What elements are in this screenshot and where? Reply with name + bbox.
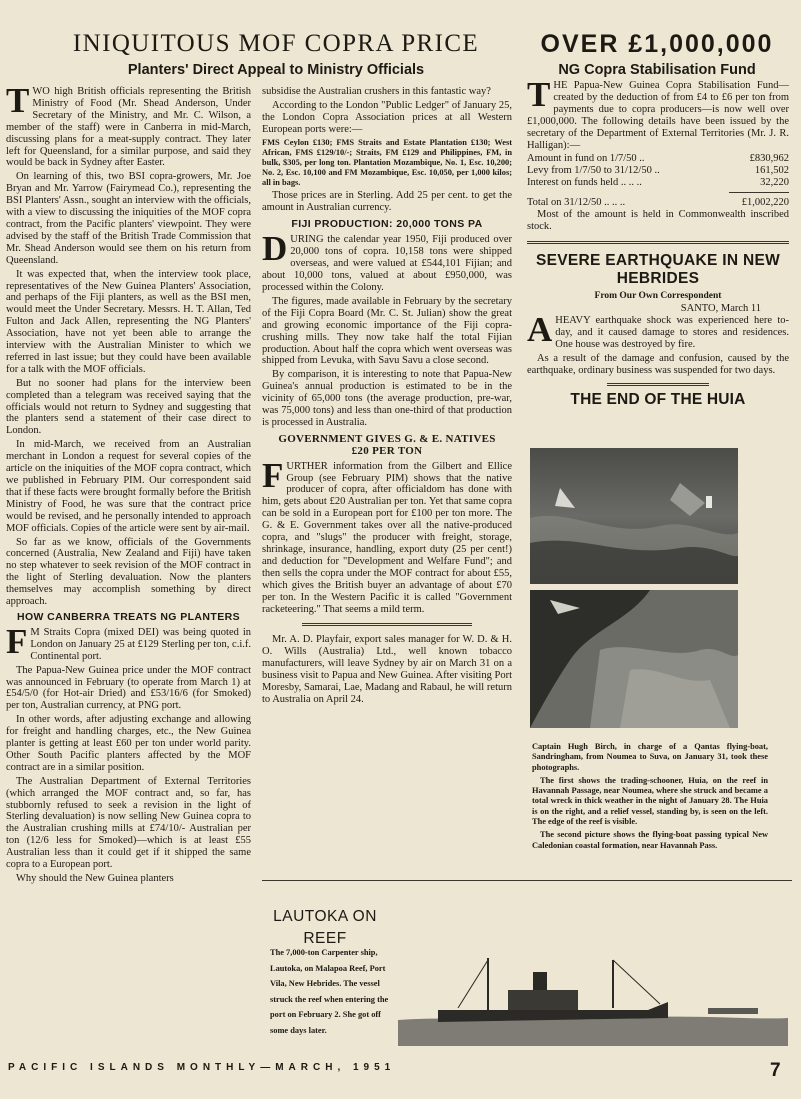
fund-row: Levy from 1/7/50 to 31/12/50 .. 161,502 <box>527 165 789 177</box>
fiji-paragraph: The figures, made available in February by the secretary of the Fiji Copra Board (Mr. C. St. Julian) show the great and growing economic importance of the Fiji copra-crushing mills. They now take half the total Fijian production. About half the copra which went overseas was shipped from Levuka, with Savu Savu a close second. <box>262 295 512 367</box>
playfair-rule <box>302 623 472 626</box>
huia-wreck-photo <box>530 448 738 584</box>
fund-subhead: NG Copra Stabilisation Fund <box>558 62 756 78</box>
drop-cap: F <box>6 621 28 661</box>
main-article-column <box>6 81 251 887</box>
huia-caption: The first shows the trading-schooner, Huia, on the reef in Havannah Passage, near Noumea, where she struck and became a total wreck in thick weather in the night of January 28. The Huia is on the right, and a relief vessel, standing by, is seen on the left. The edge of the reef is visible. <box>532 775 768 827</box>
fund-table <box>527 153 789 208</box>
huia-rule <box>607 383 709 386</box>
earthquake-headline: SEVERE EARTHQUAKE IN NEW HEBRIDES <box>535 252 781 288</box>
lautoka-caption: The 7,000-ton Carpenter ship, Lautoka, on Malapoa Reef, Port Vila, New Hebrides. The vessel struck the reef when entering the port on February 2. She got off some days later. <box>270 948 389 1035</box>
main-article-paragraph: It was expected that, when the interview took place, representatives of the New Guinea Planters' Association, and perhaps of the Fiji planters, as well as the BSI men, would meet the Under Secretary. Messrs. H. T. Allan, Ted Fulton and Jack Allen, representing the NG Planters' Association, have not yet been able to arrange the interview with the Australian Minister to which we referred in last issue; but they could have been available for a talk with the MOF officials. <box>6 268 251 375</box>
canberra-paragraph: F M Straits Copra (mixed DEI) was being quoted in London on January 25 at £129 Sterling per ton, c.i.f. Continental port. <box>6 621 251 662</box>
earthquake-paragraph: As a result of the damage and confusion, caused by the earthquake, ordinary business was suspended for two days. <box>527 352 789 376</box>
main-article-paragraph: TWO high British officials representing the British Ministry of Food (Mr. Shead Anderson, Under Secretary of the Ministry, and Mr. C. Wilson, a member of the staff) were in Canberra in mid-March, discussing plans for a meat-supply contract. They later left for Queensland, for a similar purpose, and said they would be back in Sydney after Easter. <box>6 81 251 169</box>
huia-captions <box>532 742 768 854</box>
drop-cap: D <box>262 229 288 269</box>
canberra-paragraph: The Papua-New Guinea price under the MOF contract was announced in February (to operate from March 1) at £54/5/0 (for Hot-air Dried) and £53/16/6 (for Smoked) per ton, Australian currency, at PNG port. <box>6 664 251 712</box>
drop-cap: T <box>527 75 551 114</box>
lautoka-top-rule <box>262 880 792 881</box>
lautoka-ship-photo <box>398 950 788 1046</box>
drop-cap: T <box>6 81 30 120</box>
lautoka-headline: LAUTOKA ON REEF <box>273 908 377 947</box>
main-article-paragraph: But no sooner had plans for the interview been completed than a telegram was received saying that the officials would not return to Sydney and suggesting that the planters send a statement of their case direct to London. <box>6 377 251 437</box>
fund-paragraph: THE Papua-New Guinea Copra Stabilisation Fund—created by the deduction of from £4 to £6 per ton from payments due to copra producers—is now well over £1,000,000. The following details have been issued by the secretary of the Department of External Territories (Mr. J. R. Halligan):— <box>527 75 789 151</box>
fund-row: Interest on funds held .. .. .. 32,220 <box>527 176 789 188</box>
huia-wreck-photo-image <box>530 448 738 584</box>
fund-column <box>527 75 789 409</box>
fiji-heading: FIJI PRODUCTION: 20,000 TONS PA <box>291 218 483 231</box>
fiji-paragraph: DURING the calendar year 1950, Fiji produced over 20,000 tons of copra. 10,158 tons were shipped overseas, and were valued at £544,101 Fijian; and about 10,000 tons, valued at about £950,000, was processed within the Colony. <box>262 229 512 293</box>
main-article-continued: subsidise the Australian crushers in this fantastic way? <box>262 86 491 97</box>
fund-row: Amount in fund on 1/7/50 .. £830,962 <box>527 153 789 165</box>
coastal-formation-photo-image <box>530 590 738 728</box>
middle-column <box>262 86 512 708</box>
coastal-formation-photo <box>530 590 738 728</box>
earthquake-byline: From Our Own Correspondent <box>594 291 722 302</box>
canberra-paragraph: The Australian Department of External Territories (which arranged the MOF contract and, so far, has stubbornly refused to seek a revision in the light of Sterling devaluation) is now selling New Guinea copra to the Australian crushing mills at £74/10/- Australian per ton (12/6 less for Smoked)—which is at least £55 Australian less than it could get if it shipped the same copra to a European port. <box>6 775 251 871</box>
earthquake-paragraph: AHEAVY earthquake shock was experienced here to-day, and it caused damage to stores and residences. One house was destroyed by fire. <box>527 309 789 350</box>
fund-note: Most of the amount is held in Commonwealth inscribed stock. <box>527 209 789 233</box>
ge-paragraph: FURTHER information from the Gilbert and Ellice Group (see February PIM) shows that the native producer of copra, after officialdom has done with him, gets about £20 Australian per ton. Yet that same copra can be sold in a European port for £100 per ton more. The G. & E. Government takes over all the native-produced copra, and "slugs" the producer with freight, storage, shrinkage, insurance, handling, export duty (25 per cent!) and deduction for "Development and Welfare Fund"; and then sells the copra under the MOF contract for about £55, which gives the British buyer an advantage of about £70 per ton. In the Western Pacific it is called "Government racketeering." That seems a mild term. <box>262 455 512 615</box>
earthquake-dateline: SANTO, March 11 <box>680 302 761 314</box>
lautoka-ship-photo-image <box>398 950 788 1046</box>
page-number: 7 <box>770 1060 781 1081</box>
huia-headline: THE END OF THE HUIA <box>570 391 746 409</box>
playfair-paragraph: Mr. A. D. Playfair, export sales manager for W. D. & H. O. Wills (Australia) Ltd., well known tobacco manufacturers, will leave Sydney by air on March 31 on a business visit to Papua and New Guinea. After visiting Port Moresby, Samarai, Lae, Madang and Rabaul, he will return to Australia on April 24. <box>262 634 512 705</box>
canberra-heading: HOW CANBERRA TREATS NG PLANTERS <box>17 610 240 623</box>
main-article-continued: According to the London "Public Ledger" of January 25, the London Copra Association prices at all Western European ports were:— <box>262 99 512 135</box>
main-subhead: Planters' Direct Appeal to Ministry Officials <box>127 62 425 78</box>
drop-cap: F <box>262 455 284 495</box>
main-article-paragraph: In mid-March, we received from an Australian merchant in London a request for several copies of the article on the iniquities of the MOF copra contract, which we published in February PIM. Our correspondent said that if these facts were brought formally before the British Ministry of Food, he was sure that the contract price would be revised, and he personally intended to approach MOF officials. Copies of the article were sent by air-mail. <box>6 439 251 534</box>
main-headline: INIQUITOUS MOF COPRA PRICE <box>72 30 480 57</box>
ge-heading: GOVERNMENT GIVES G. & E. NATIVES £20 PER TON <box>278 432 496 457</box>
earthquake-rule <box>527 241 789 244</box>
fund-headline: OVER £1,000,000 <box>540 30 774 58</box>
main-article-paragraph: On learning of this, two BSI copra-growers, Mr. Joe Bryan and Mr. Yarrow (Fairymead Co.), representing the BSI Planters' Assn., sought an interview with the officials, with a view to discussing the iniquities of the MOF copra contract, from the Pacific planters' viewpoint. They were advised by the staff of the British Trade Commission that Mr. Shead Anderson would see them on his return from Queensland. <box>6 171 251 266</box>
canberra-paragraph: In other words, after adjusting exchange and allowing for freight and handling charges, etc., the New Guinea planter is getting at least £60 per ton under world parity. Other South Pacific planters affected by the MOF contract are in a similar position. <box>6 714 251 773</box>
drop-cap: A <box>527 309 553 349</box>
copra-price-list: FMS Ceylon £130; FMS Straits and Estate Plantation £130; West African, FMS £129/10/-; Straits, FM £129 and Philippines, FM, in bulk, $305, per long ton. Plantation Mozambique, No. 1, Esc. 10,200; No. 2, Esc. 10,100 and FM Mozambique, Esc. 10,050, per 1,000 kilos; all in bags. <box>262 137 512 187</box>
canberra-paragraph: Why should the New Guinea planters <box>16 873 174 884</box>
main-article-paragraph: So far as we know, officials of the Governments concerned (Australia, New Zealand and Fiji) have taken no step whatever to seek revision of the MOF contract in the light of Sterling devaluation. Now the planters themselves may accomplish something by direct approach. <box>6 536 251 608</box>
price-note: Those prices are in Sterling. Add 25 per cent. to get the amount in Australian currency. <box>262 189 512 213</box>
footer-publication: PACIFIC ISLANDS MONTHLY—MARCH, 1951 <box>8 1062 396 1073</box>
fund-total-row: Total on 31/12/50 .. .. .. £1,002,220 <box>527 196 789 208</box>
huia-caption: Captain Hugh Birch, in charge of a Qantas flying-boat, Sandringham, from Noumea to Suva, on January 31, took these photographs. <box>532 742 768 772</box>
fiji-paragraph: By comparison, it is interesting to note that Papua-New Guinea's annual production is estimated to be in the vicinity of 65,000 tons (the average production, pre-war, was 75,000 tons) and less than one-third of that production is processed in Australia. <box>262 369 512 428</box>
huia-caption: The second picture shows the flying-boat passing typical New Caledonian coastal formation, near Havannah Pass. <box>532 830 768 850</box>
